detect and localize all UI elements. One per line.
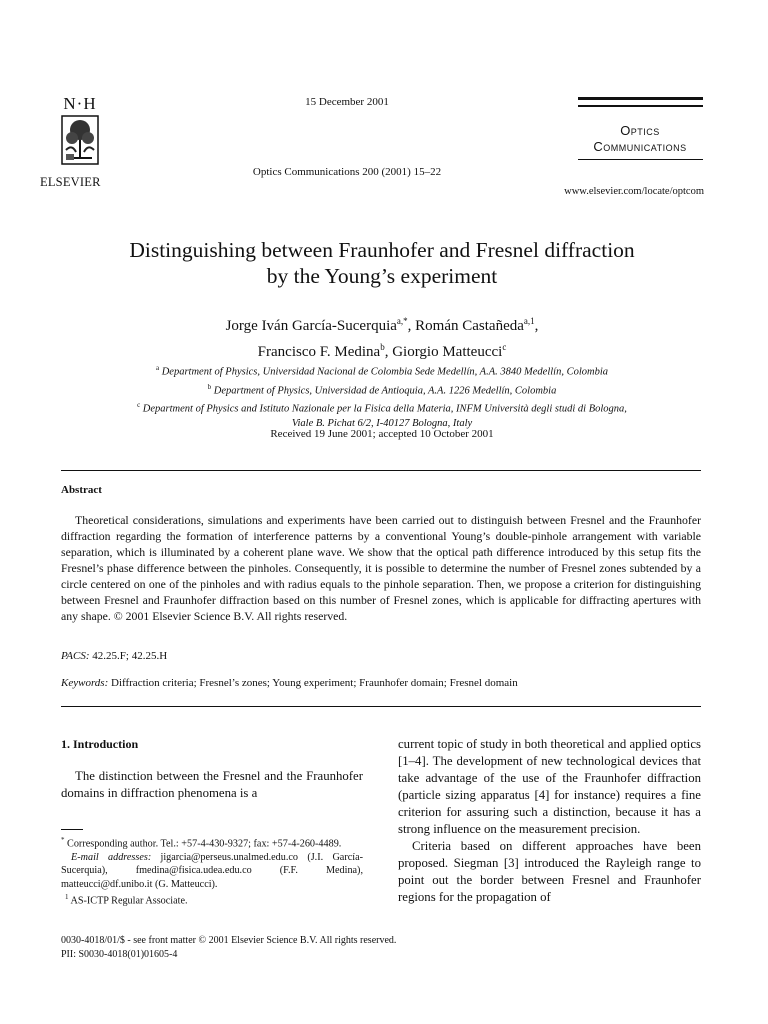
footnote-corresponding — [61, 834, 363, 851]
publisher-mark: N·H — [63, 94, 97, 113]
email-text: jigarcia@perseus.unalmed.edu.co (J.I. García-Sucerquia), fmedina@fisica.udea.edu.co (F.F. Medina), matteucci@df.unibo.it (G. Matteucci). — [61, 851, 363, 890]
affiliation-b — [40, 380, 724, 399]
pii-line: PII: S0030-4018(01)01605-4 — [61, 949, 178, 960]
footnote-emails — [61, 851, 363, 891]
body-paragraph: The distinction between the Fresnel and the Fraunhofer domains in diffraction phenomena is a — [61, 769, 363, 800]
pacs-label: PACS: — [61, 650, 90, 662]
footnote-text: AS-ICTP Regular Associate. — [68, 895, 188, 907]
footnotes — [61, 834, 363, 908]
affiliation-c — [40, 398, 724, 417]
elsevier-tree-emblem — [48, 114, 112, 168]
author-name: Román Castañeda — [415, 318, 524, 334]
author-separator: , — [384, 344, 393, 360]
affiliation-c-line2: Viale B. Pichat 6/2, I-40127 Bologna, Italy — [291, 417, 473, 429]
affiliation-mark: c — [137, 401, 141, 409]
author-name: Francisco F. Medina — [257, 344, 381, 360]
divider — [61, 470, 701, 471]
keywords-label: Keywords: — [61, 677, 109, 689]
author-separator: , — [534, 318, 539, 334]
body-paragraph: Criteria based on different approaches have been proposed. Siegman [3] introduced the Rayleigh range to point out the border between Fresnel and Fraunhofer regions for the propagation of — [398, 839, 701, 904]
journal-name — [576, 123, 704, 155]
email-label: E-mail addresses: — [71, 851, 152, 863]
rule-thick — [578, 97, 703, 100]
pacs-values: 42.25.F; 42.25.H — [89, 650, 168, 662]
abstract-body: Theoretical considerations, simulations and experiments have been carried out to distinguish between Fresnel and the Fraunhofer diffraction regarding the formation of interference patterns by a conventional Young’s double-pinhole arrangement with variable separation, which is illuminated by a coherent plane wave. We show that the optical path difference introduced by this setup fits the Fresnel’s phase difference between the pinholes. Consequently, it is possible to determine the number of Fresnel zones subtended by a circle centered on one of the pinholes and with radius equals to the pinhole separation. Then, we propose a criterion for distinguishing between Fresnel and Fraunhofer diffraction based on this number of Fresnel zones, which is applicable for diffracting apertures with any shape. © 2001 Elsevier Science B.V. All rights reserved. — [61, 513, 701, 623]
author-affil-mark: a,* — [396, 316, 408, 326]
affiliation-text: Department of Physics, Universidad de Antioquia, A.A. 1226 Medellín, Colombia — [213, 385, 557, 396]
author-affil-mark: a,1 — [523, 316, 535, 326]
footnote-rule — [61, 829, 83, 830]
affiliation-text: Department of Physics, Universidad Nacional de Colombia Sede Medellín, A.A. 3840 Medellín, Colombia — [161, 366, 608, 378]
journal-url[interactable]: www.elsevier.com/locate/optcom — [564, 186, 704, 197]
title-line-2: by the Young’s experiment — [266, 264, 498, 288]
author-line-1 — [40, 311, 724, 337]
body-paragraph: current topic of study in both theoretical and applied optics [1–4]. The development of new technological devices that take advantage of the use of the Fraunhofer diffraction (particle sizing apparatus [4] for instance) requires a fine criterion for assuring such a distinction, because it has a strong influence on the measurement precision. — [398, 737, 701, 836]
journal-citation: Optics Communications 200 (2001) 15–22 — [252, 166, 442, 178]
publisher-name: ELSEVIER — [40, 175, 101, 189]
footnote-text: Corresponding author. Tel.: +57-4-430-9327; fax: +57-4-260-4489. — [67, 838, 342, 850]
front-matter-line: 0030-4018/01/$ - see front matter © 2001 Elsevier Science B.V. All rights reserved. — [61, 935, 397, 946]
affiliation-a — [40, 361, 724, 380]
left-column — [61, 736, 363, 802]
footnote-mark: * — [61, 836, 65, 844]
keywords-values: Diffraction criteria; Fresnel’s zones; Young experiment; Fraunhofer domain; Fresnel domain — [108, 677, 518, 689]
section-heading: 1. Introduction — [61, 737, 139, 751]
author-line-2 — [40, 337, 724, 363]
affiliation-mark: b — [207, 382, 212, 391]
journal-name-line1: Optics — [620, 123, 660, 138]
footnote-associate — [61, 891, 363, 908]
author-separator: , — [407, 318, 416, 334]
affiliations — [40, 361, 724, 431]
abstract-heading: Abstract — [61, 484, 102, 496]
affiliation-text: Department of Physics and Istituto Nazionale per la Fisica della Materia, INFM Università degli studi di Bologna, — [142, 403, 627, 415]
author-affil-mark: c — [502, 342, 507, 352]
pacs-codes — [61, 650, 167, 662]
issue-date: 15 December 2001 — [305, 96, 389, 108]
journal-bottom-rule — [578, 159, 703, 160]
keywords — [61, 677, 518, 689]
author-affil-mark: b — [380, 342, 385, 352]
right-column — [398, 736, 701, 906]
journal-top-rules — [578, 97, 703, 107]
author-name: Giorgio Matteucci — [392, 344, 503, 360]
paper-title — [40, 237, 724, 289]
divider — [61, 706, 701, 707]
rule-thin — [578, 105, 703, 107]
author-name: Jorge Iván García-Sucerquia — [225, 318, 397, 334]
journal-name-line2: Communications — [593, 139, 687, 154]
title-line-1: Distinguishing between Fraunhofer and Fresnel diffraction — [129, 238, 635, 262]
affiliation-mark: a — [155, 364, 160, 372]
received-dates: Received 19 June 2001; accepted 10 October 2001 — [270, 428, 494, 440]
author-list — [40, 311, 724, 363]
copyright-footer — [61, 934, 396, 962]
footnote-mark: 1 — [65, 893, 69, 902]
